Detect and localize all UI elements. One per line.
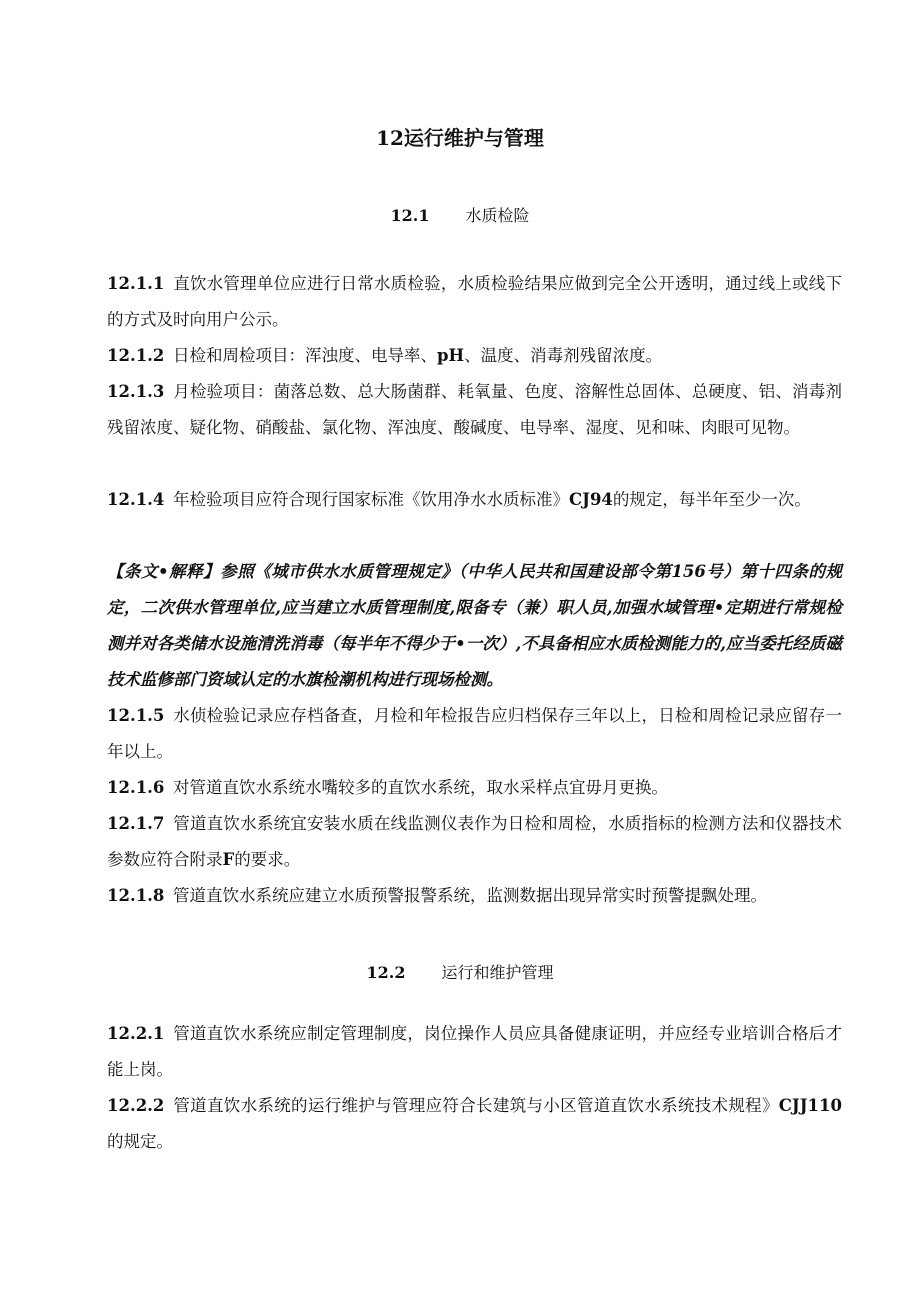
section-title-text: 水质检险: [465, 206, 530, 225]
section-number: 12.1: [390, 206, 430, 225]
clause-text: 管道直饮水系统宜安装水质在线监测仪表作为日检和周检，水质指标的检测方法和仪器技术参数应符合附录: [107, 814, 842, 869]
clause-number: 12.1.1: [107, 274, 165, 293]
clause-number: 12.1.4: [107, 490, 165, 509]
clause-12-1-6: [107, 770, 842, 806]
clause-text-tail: 的规定，每半年至少一次。: [612, 490, 811, 509]
clause-bold-term: CJJ110: [778, 1096, 842, 1115]
clause-12-1-7: [107, 806, 842, 878]
clause-number: 12.1.3: [107, 382, 165, 401]
clause-12-1-3: [107, 374, 842, 446]
clause-12-2-1: [107, 1016, 842, 1088]
clause-bold-term: pH: [437, 346, 465, 365]
clause-number: 12.1.7: [107, 814, 165, 833]
clause-text-tail: 的规定。: [107, 1132, 173, 1151]
clause-text-tail: 、温度、消毒剂残留浓度。: [464, 346, 663, 365]
clause-12-1-1: [107, 266, 842, 338]
clause-12-1-4: [107, 482, 842, 518]
clause-text: 管道直饮水系统应建立水质预警报警系统，监测数据出现异常实时预警提飘处理。: [173, 886, 767, 905]
section-heading-12-1: [0, 203, 920, 226]
section-number: 12.2: [366, 963, 406, 982]
clause-number: 12.1.8: [107, 886, 165, 905]
clause-text: 月检验项目：菌落总数、总大肠菌群、耗氧量、色度、溶解性总固体、总硬度、铝、消毒剂残留浓度、疑化物、硝酸盐、氯化物、浑浊度、酸碱度、电导率、湿度、见和味、肉眼可见物。: [107, 382, 842, 437]
clause-12-2-2: [107, 1088, 842, 1160]
clause-text: 水侦检验记录应存档备查，月检和年检报告应归档保存三年以上，日检和周检记录应留存一年以上。: [107, 706, 842, 761]
clause-text: 对管道直饮水系统水嘴较多的直饮水系统，取水采样点宜毋月更换。: [173, 778, 668, 797]
section-heading-12-2: [0, 960, 920, 983]
clause-12-1-5: [107, 698, 842, 770]
clause-text: 管道直饮水系统应制定管理制度，岗位操作人员应具备健康证明，并应经专业培训合格后才能上岗。: [107, 1024, 842, 1079]
clause-number: 12.1.5: [107, 706, 165, 725]
clause-12-1-8: [107, 878, 842, 914]
clause-bold-term: CJ94: [569, 490, 613, 509]
chapter-title: 12运行维护与管理: [376, 126, 544, 150]
section-title-text: 运行和维护管理: [441, 963, 554, 982]
clause-number: 12.1.6: [107, 778, 165, 797]
clause-text: 管道直饮水系统的运行维护与管理应符合长建筑与小区管道直饮水系统技术规程》: [173, 1096, 779, 1115]
clause-12-1-2: [107, 338, 842, 374]
clause-text: 直饮水管理单位应进行日常水质检验，水质检验结果应做到完全公开透明，通过线上或线下的方式及时向用户公示。: [107, 274, 842, 329]
clause-text-tail: 的要求。: [234, 850, 301, 869]
clause-explanation-note: 【条文•解释】参照《城市供水水质管理规定》（中华人民共和国建设部令第156号）第十四条的规定，二次供水管理单位,应当建立水质管理制度,限备专（兼）职人员,加强水域管理•定期进行常规检测并对各类储水设施清洗消毒（每半年不得少于•一次）,不具备相应水质检测能力的,应当委托经质磁技术监修部门资域认定的水旗检潮机构进行现场检测。: [107, 562, 842, 689]
clause-text: 日检和周检项目：浑浊度、电导率、: [173, 346, 437, 365]
clause-number: 12.2.1: [107, 1024, 165, 1043]
clause-text: 年检验项目应符合现行国家标准《饮用净水水质标准》: [173, 490, 569, 509]
clause-number: 12.2.2: [107, 1096, 165, 1115]
clause-bold-term: F: [222, 850, 235, 869]
clause-number: 12.1.2: [107, 346, 165, 365]
